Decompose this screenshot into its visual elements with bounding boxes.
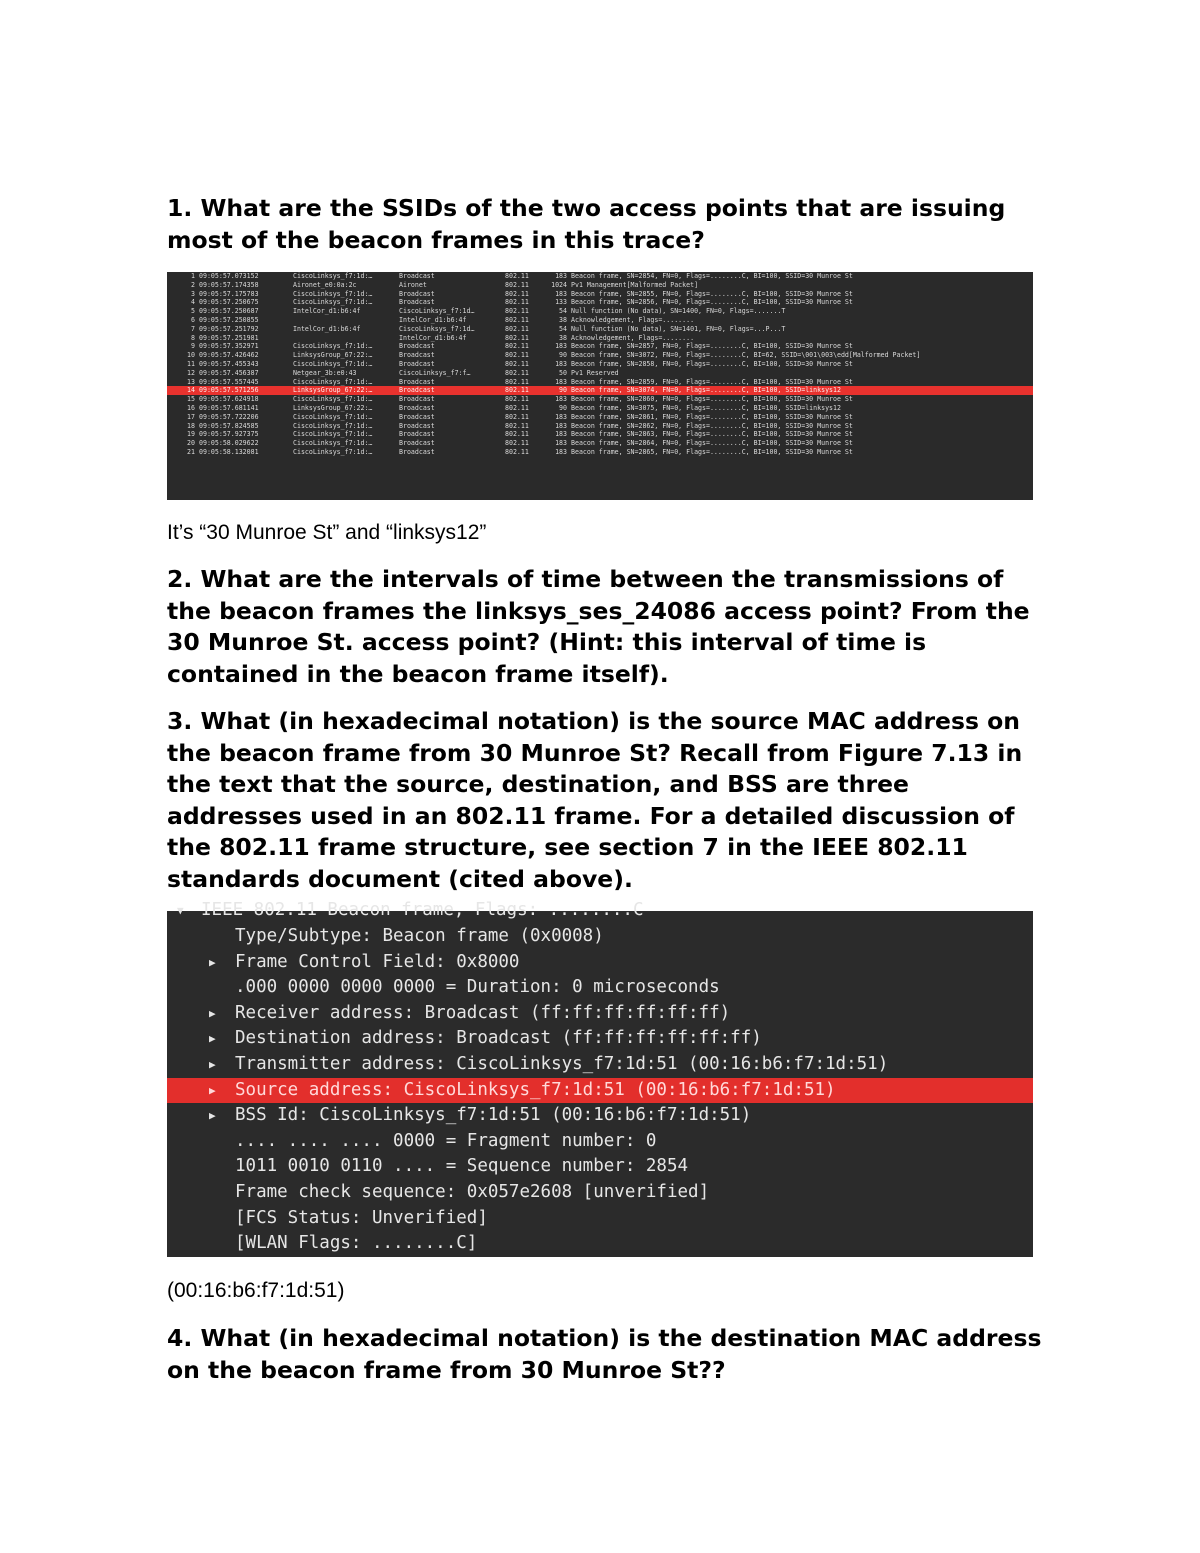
packet-cell-src: CiscoLinksys_f7:1d:… — [293, 272, 373, 280]
packet-cell-src: CiscoLinksys_f7:1d:… — [293, 421, 373, 430]
packet-cell-no: 6 — [191, 315, 195, 324]
packet-cell-no: 19 — [187, 430, 195, 439]
packet-cell-proto: 802.11 — [505, 403, 529, 412]
packet-cell-dst: Broadcast — [399, 342, 435, 351]
packet-cell-proto: 802.11 — [505, 324, 529, 333]
packet-cell-dst: Broadcast — [399, 447, 435, 456]
packet-cell-dst: CiscoLinksys_f7:1d… — [399, 324, 475, 333]
packet-row[interactable] — [167, 281, 1033, 290]
detail-line-text: .... .... .... 0000 = Fragment number: 0 — [235, 1130, 657, 1151]
packet-row[interactable] — [167, 325, 1033, 334]
packet-cell-no: 11 — [187, 359, 195, 368]
packet-cell-src: CiscoLinksys_f7:1d:… — [293, 298, 373, 307]
packet-cell-dst: IntelCor_d1:b6:4f — [399, 315, 467, 324]
packet-cell-time: 09:05:57.455343 — [199, 359, 259, 368]
packet-cell-info: Pv1 Reserved — [571, 368, 619, 377]
packet-row[interactable] — [167, 298, 1033, 307]
packet-row[interactable] — [167, 290, 1033, 299]
packet-row[interactable] — [167, 448, 1033, 457]
detail-line[interactable] — [167, 1206, 1033, 1232]
packet-cell-src: LinksysGroup_67:22:… — [293, 386, 373, 395]
packet-cell-dst: IntelCor_d1:b6:4f — [399, 333, 467, 342]
packet-cell-len: 90 — [559, 386, 567, 395]
packet-details-screenshot — [167, 900, 1033, 1257]
question-3: 3. What (in hexadecimal notation) is the source MAC address on the beacon frame from 30 Munroe St? Recall from Figure 7.13 in the text that the source, destination, and BSS are three addresses used in an 802.11 frame. For a detailed discussion of the 802.11 frame structure, see section 7 in the IEEE 802.11 standards document (cited above). — [167, 707, 1023, 893]
detail-line-text: Receiver address: Broadcast (ff:ff:ff:ff:ff:ff) — [235, 1002, 731, 1023]
packet-cell-len: 38 — [559, 333, 567, 342]
packet-cell-time: 09:05:57.681141 — [199, 403, 259, 412]
packet-cell-proto: 802.11 — [505, 351, 529, 360]
packet-cell-len: 183 — [555, 272, 567, 280]
packet-cell-time: 09:05:57.426462 — [199, 351, 259, 360]
packet-cell-time: 09:05:57.927375 — [199, 430, 259, 439]
packet-cell-proto: 802.11 — [505, 289, 529, 298]
packet-row[interactable] — [167, 430, 1033, 439]
detail-line[interactable] — [167, 1231, 1033, 1257]
packet-cell-no: 1 — [191, 272, 195, 280]
packet-cell-len: 50 — [559, 368, 567, 377]
packet-cell-proto: 802.11 — [505, 280, 529, 289]
packet-cell-len: 183 — [555, 395, 567, 404]
triangle-right-icon[interactable]: ▶ — [209, 1006, 216, 1020]
packet-cell-info: Beacon frame, SN=2860, FN=0, Flags=........C, BI=100, SSID=30 Munroe St — [571, 395, 853, 404]
packet-cell-info: Beacon frame, SN=2856, FN=0, Flags=........C, BI=100, SSID=30 Munroe St — [571, 298, 853, 307]
packet-cell-no: 18 — [187, 421, 195, 430]
packet-cell-src: CiscoLinksys_f7:1d:… — [293, 439, 373, 448]
packet-cell-no: 13 — [187, 377, 195, 386]
packet-cell-proto: 802.11 — [505, 447, 529, 456]
detail-line-text: .000 0000 0000 0000 = Duration: 0 microseconds — [235, 977, 720, 998]
packet-cell-time: 09:05:58.132081 — [199, 447, 259, 456]
packet-cell-len: 54 — [559, 324, 567, 333]
packet-cell-len: 183 — [555, 421, 567, 430]
packet-cell-proto: 802.11 — [505, 272, 529, 280]
packet-cell-time: 09:05:57.571256 — [199, 386, 259, 395]
packet-cell-dst: Aironet — [399, 280, 427, 289]
packet-cell-time: 09:05:57.722206 — [199, 412, 259, 421]
packet-cell-dst: CiscoLinksys_f7:f… — [399, 368, 471, 377]
triangle-right-icon[interactable]: ▶ — [209, 1032, 216, 1046]
packet-cell-info: Pv1 Management[Malformed Packet] — [571, 280, 699, 289]
packet-cell-len: 183 — [555, 439, 567, 448]
detail-line-text: [FCS Status: Unverified] — [235, 1207, 488, 1228]
packet-list-screenshot — [167, 272, 1033, 500]
packet-cell-no: 2 — [191, 280, 195, 289]
packet-cell-info: Beacon frame, SN=2859, FN=0, Flags=........C, BI=100, SSID=30 Munroe St — [571, 377, 853, 386]
detail-line[interactable] — [167, 1103, 1033, 1129]
detail-line[interactable] — [167, 1180, 1033, 1206]
packet-cell-dst: Broadcast — [399, 386, 435, 395]
packet-cell-info: Acknowledgement, Flags=........ — [571, 333, 695, 342]
packet-row[interactable] — [167, 342, 1033, 351]
packet-cell-src: IntelCor_d1:b6:4f — [293, 324, 361, 333]
packet-cell-dst: Broadcast — [399, 351, 435, 360]
packet-row[interactable] — [167, 360, 1033, 369]
answer-3: (00:16:b6:f7:1d:51) — [167, 1279, 345, 1302]
packet-row[interactable] — [167, 316, 1033, 325]
packet-cell-info: Beacon frame, SN=2863, FN=0, Flags=........C, BI=100, SSID=30 Munroe St — [571, 430, 853, 439]
packet-cell-info: Beacon frame, SN=2864, FN=0, Flags=........C, BI=100, SSID=30 Munroe St — [571, 439, 853, 448]
packet-cell-len: 1024 — [551, 280, 567, 289]
packet-cell-len: 183 — [555, 289, 567, 298]
packet-row[interactable] — [167, 307, 1033, 316]
packet-cell-time: 09:05:57.557445 — [199, 377, 259, 386]
detail-line[interactable] — [167, 975, 1033, 1001]
detail-line-text: BSS Id: CiscoLinksys_f7:1d:51 (00:16:b6:f7:1d:51) — [235, 1105, 752, 1126]
packet-cell-src: Netgear_3b:e0:43 — [293, 368, 357, 377]
packet-cell-no: 12 — [187, 368, 195, 377]
details-header-text: IEEE 802.11 Beacon frame, Flags: ........C — [201, 900, 644, 920]
packet-cell-time: 09:05:57.352971 — [199, 342, 259, 351]
detail-line-text: Source address: CiscoLinksys_f7:1d:51 (00:16:b6:f7:1d:51) — [235, 1079, 836, 1100]
packet-cell-src: CiscoLinksys_f7:1d:… — [293, 377, 373, 386]
packet-cell-src: CiscoLinksys_f7:1d:… — [293, 447, 373, 456]
packet-cell-info: Null function (No data), SN=1400, FN=0, Flags=.......T — [571, 307, 786, 316]
packet-cell-dst: Broadcast — [399, 377, 435, 386]
packet-cell-no: 17 — [187, 412, 195, 421]
answer-1: It’s “30 Munroe St” and “linksys12” — [167, 521, 487, 544]
packet-cell-dst: Broadcast — [399, 412, 435, 421]
packet-cell-dst: Broadcast — [399, 272, 435, 280]
packet-cell-no: 15 — [187, 395, 195, 404]
question-2: 2. What are the intervals of time between the transmissions of the beacon frames the linksys_ses_24086 access point? From the 30 Munroe St. access point? (Hint: this interval of time is contained in the beacon frame itself). — [167, 565, 1030, 688]
packet-cell-dst: Broadcast — [399, 403, 435, 412]
packet-row[interactable] — [167, 386, 1033, 395]
packet-cell-proto: 802.11 — [505, 421, 529, 430]
packet-cell-src: LinksysGroup_67:22:… — [293, 351, 373, 360]
packet-cell-info: Beacon frame, SN=2857, FN=0, Flags=........C, BI=100, SSID=30 Munroe St — [571, 342, 853, 351]
packet-row[interactable] — [167, 395, 1033, 404]
detail-line[interactable] — [167, 924, 1033, 950]
detail-line-text: Type/Subtype: Beacon frame (0x0008) — [235, 926, 604, 946]
packet-cell-info: Beacon frame, SN=3075, FN=0, Flags=........C, BI=100, SSID=linksys12 — [571, 403, 841, 412]
packet-cell-time: 09:05:57.250687 — [199, 307, 259, 316]
packet-cell-src: CiscoLinksys_f7:1d:… — [293, 430, 373, 439]
detail-line-text: Destination address: Broadcast (ff:ff:ff:ff:ff:ff) — [235, 1028, 762, 1049]
packet-cell-len: 183 — [555, 430, 567, 439]
packet-cell-no: 3 — [191, 289, 195, 298]
detail-line[interactable] — [167, 1154, 1033, 1180]
packet-row[interactable] — [167, 439, 1033, 448]
packet-cell-src: CiscoLinksys_f7:1d:… — [293, 395, 373, 404]
packet-cell-time: 09:05:57.456387 — [199, 368, 259, 377]
packet-cell-info: Beacon frame, SN=2858, FN=0, Flags=........C, BI=100, SSID=30 Munroe St — [571, 359, 853, 368]
packet-cell-proto: 802.11 — [505, 315, 529, 324]
packet-cell-no: 16 — [187, 403, 195, 412]
packet-cell-src: CiscoLinksys_f7:1d:… — [293, 289, 373, 298]
packet-cell-no: 9 — [191, 342, 195, 351]
packet-cell-len: 54 — [559, 307, 567, 316]
packet-cell-proto: 802.11 — [505, 412, 529, 421]
triangle-right-icon[interactable]: ▶ — [209, 1058, 216, 1071]
packet-row[interactable] — [167, 378, 1033, 387]
packet-row[interactable] — [167, 422, 1033, 431]
packet-cell-src: CiscoLinksys_f7:1d:… — [293, 412, 373, 421]
packet-cell-time: 09:05:57.824585 — [199, 421, 259, 430]
packet-cell-dst: Broadcast — [399, 289, 435, 298]
packet-cell-time: 09:05:57.251981 — [199, 333, 259, 342]
packet-cell-info: Beacon frame, SN=3072, FN=0, Flags=........C, BI=62, SSID=\001\003\edd[Malformed Packet] — [571, 351, 921, 360]
packet-cell-proto: 802.11 — [505, 307, 529, 316]
packet-cell-dst: Broadcast — [399, 421, 435, 430]
packet-cell-proto: 802.11 — [505, 377, 529, 386]
packet-cell-len: 183 — [555, 412, 567, 421]
detail-line[interactable] — [167, 1129, 1033, 1155]
packet-cell-no: 4 — [191, 298, 195, 307]
packet-cell-time: 09:05:57.250855 — [199, 315, 259, 324]
packet-cell-proto: 802.11 — [505, 333, 529, 342]
detail-line-text: [WLAN Flags: ........C] — [235, 1233, 478, 1254]
packet-cell-src: CiscoLinksys_f7:1d:… — [293, 359, 373, 368]
packet-cell-dst: Broadcast — [399, 359, 435, 368]
packet-cell-src: CiscoLinksys_f7:1d:… — [293, 342, 373, 351]
packet-cell-info: Beacon frame, SN=2861, FN=0, Flags=........C, BI=100, SSID=30 Munroe St — [571, 412, 853, 421]
packet-cell-proto: 802.11 — [505, 430, 529, 439]
packet-cell-time: 09:05:57.250675 — [199, 298, 259, 307]
packet-cell-len: 133 — [555, 298, 567, 307]
packet-cell-no: 8 — [191, 333, 195, 342]
packet-cell-proto: 802.11 — [505, 439, 529, 448]
packet-cell-info: Beacon frame, SN=2862, FN=0, Flags=........C, BI=100, SSID=30 Munroe St — [571, 421, 853, 430]
packet-cell-no: 10 — [187, 351, 195, 360]
detail-line-text: Frame Control Field: 0x8000 — [235, 951, 520, 972]
packet-cell-dst: Broadcast — [399, 439, 435, 448]
detail-line[interactable] — [167, 1078, 1033, 1104]
packet-cell-time: 09:05:57.175783 — [199, 289, 259, 298]
packet-cell-no: 14 — [187, 386, 195, 395]
packet-cell-dst: Broadcast — [399, 298, 435, 307]
packet-cell-info: Beacon frame, SN=2865, FN=0, Flags=........C, BI=100, SSID=30 Munroe St — [571, 447, 853, 456]
detail-line[interactable] — [167, 1026, 1033, 1052]
packet-cell-proto: 802.11 — [505, 359, 529, 368]
packet-cell-info: Beacon frame, SN=2854, FN=0, Flags=........C, BI=100, SSID=30 Munroe St — [571, 272, 853, 280]
packet-row[interactable] — [167, 272, 1033, 281]
detail-line-text: 1011 0010 0110 .... = Sequence number: 2854 — [235, 1156, 689, 1177]
packet-row[interactable] — [167, 369, 1033, 378]
packet-cell-no: 5 — [191, 307, 195, 316]
packet-cell-proto: 802.11 — [505, 395, 529, 404]
detail-line[interactable] — [167, 950, 1033, 976]
packet-cell-info: Null function (No data), SN=1401, FN=0, Flags=...P...T — [571, 324, 786, 333]
detail-line-text: Frame check sequence: 0x057e2608 [unverified] — [235, 1182, 710, 1202]
triangle-right-icon[interactable]: ▶ — [209, 955, 216, 969]
packet-cell-len: 183 — [555, 447, 567, 456]
packet-cell-len: 183 — [555, 359, 567, 368]
packet-cell-src: Aironet_e0:0a:2c — [293, 280, 357, 289]
detail-line[interactable] — [167, 1001, 1033, 1027]
packet-row[interactable] — [167, 334, 1033, 343]
packet-row[interactable] — [167, 413, 1033, 422]
packet-cell-dst: Broadcast — [399, 395, 435, 404]
packet-cell-len: 183 — [555, 342, 567, 351]
packet-cell-src: LinksysGroup_67:22:… — [293, 403, 373, 412]
packet-cell-len: 90 — [559, 403, 567, 412]
packet-cell-no: 7 — [191, 324, 195, 333]
packet-row[interactable] — [167, 404, 1033, 413]
packet-cell-no: 20 — [187, 439, 195, 448]
packet-cell-src: IntelCor_d1:b6:4f — [293, 307, 361, 316]
packet-cell-info: Beacon frame, SN=3074, FN=0, Flags=........C, BI=100, SSID=linksys12 — [571, 386, 841, 395]
packet-cell-proto: 802.11 — [505, 368, 529, 377]
packet-cell-dst: Broadcast — [399, 430, 435, 439]
packet-cell-info: Acknowledgement, Flags=........ — [571, 315, 695, 324]
triangle-down-icon: ▼ — [177, 904, 184, 917]
packet-cell-time: 09:05:57.624918 — [199, 395, 259, 404]
packet-cell-len: 38 — [559, 315, 567, 324]
packet-cell-dst: CiscoLinksys_f7:1d… — [399, 307, 475, 316]
triangle-right-icon[interactable]: ▶ — [209, 1083, 216, 1097]
triangle-right-icon[interactable]: ▶ — [209, 1109, 216, 1123]
packet-cell-time: 09:05:57.174358 — [199, 280, 259, 289]
detail-line[interactable] — [167, 1052, 1033, 1078]
packet-cell-proto: 802.11 — [505, 386, 529, 395]
packet-cell-time: 09:05:57.251792 — [199, 324, 259, 333]
question-4: 4. What (in hexadecimal notation) is the destination MAC address on the beacon frame from 30 Munroe St?? — [167, 1324, 1042, 1384]
packet-cell-time: 09:05:57.073152 — [199, 272, 259, 280]
packet-cell-info: Beacon frame, SN=2855, FN=0, Flags=........C, BI=100, SSID=30 Munroe St — [571, 289, 853, 298]
packet-cell-proto: 802.11 — [505, 298, 529, 307]
packet-cell-proto: 802.11 — [505, 342, 529, 351]
question-1: 1. What are the SSIDs of the two access points that are issuing most of the beacon frames in this trace? — [167, 194, 1006, 254]
packet-cell-time: 09:05:58.029622 — [199, 439, 259, 448]
packet-cell-no: 21 — [187, 447, 195, 456]
detail-line-text: Transmitter address: CiscoLinksys_f7:1d:51 (00:16:b6:f7:1d:51) — [235, 1054, 889, 1074]
packet-row[interactable] — [167, 351, 1033, 360]
packet-cell-len: 90 — [559, 351, 567, 360]
packet-cell-len: 183 — [555, 377, 567, 386]
